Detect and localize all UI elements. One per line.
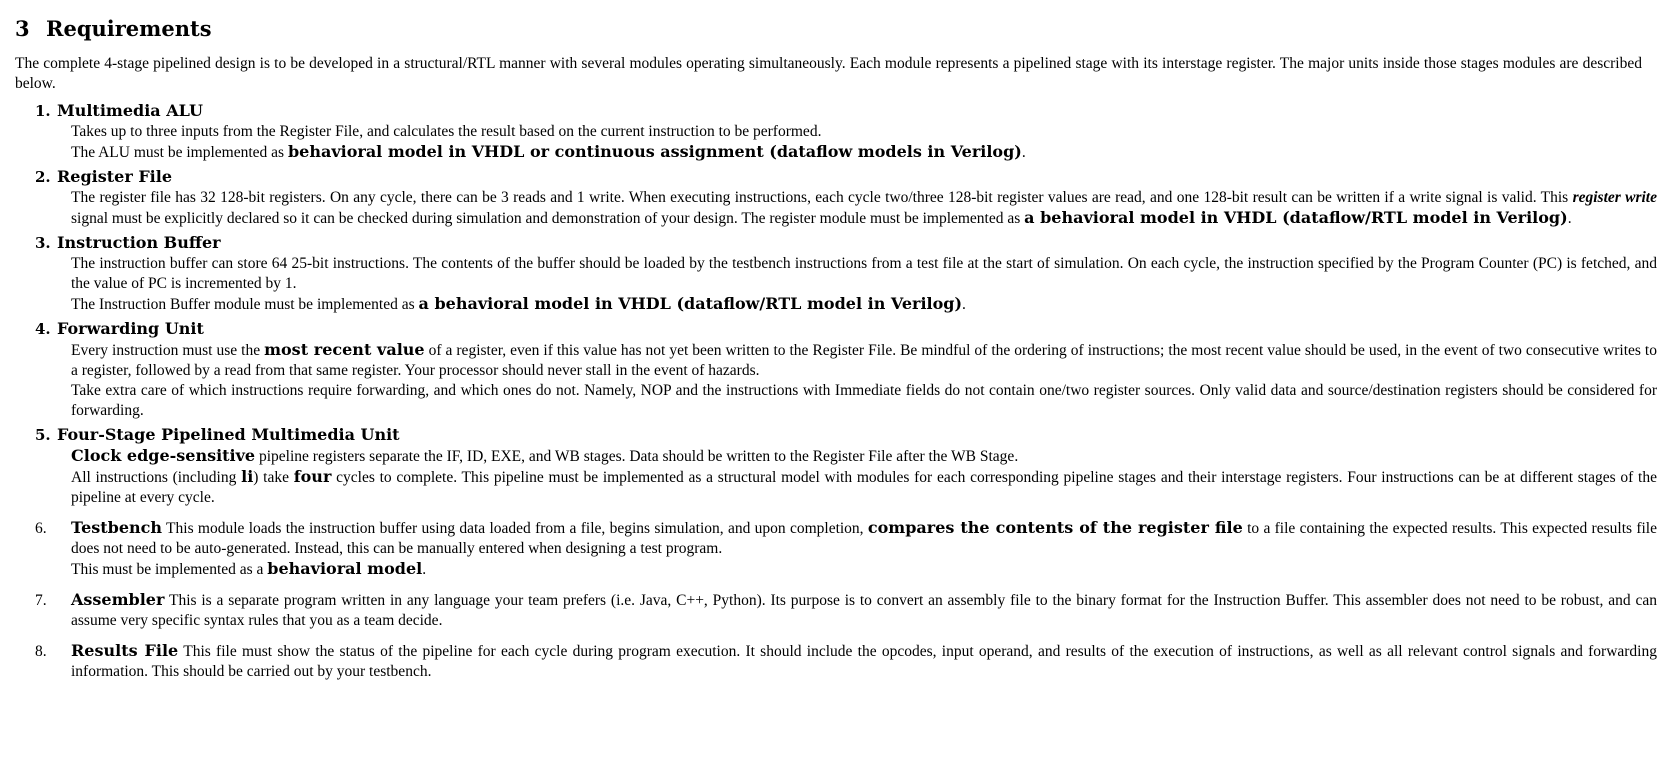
text-span: The register file has 32 128-bit registers. On any cycle, there can be 3 reads and 1 write. When executing instructions, each cycle two/three 128-bit register values are read, and one 128-bit result can be written if a write signal is valid. This	[71, 189, 1573, 206]
bold-text: Clock edge-sensitive	[71, 446, 256, 465]
section-title: Requirements	[46, 16, 212, 41]
item-text	[71, 518, 1657, 559]
text-span: The ALU must be implemented as	[71, 144, 288, 161]
section-heading	[15, 16, 1657, 42]
text-span: This is a separate program written in any language your team prefers (i.e. Java, C++, Python). Its purpose is to convert an assembly file to the binary format for the Instruction Buffer. This assembler does not need to be robust, and can assume very specific syntax rules that you as a team decide.	[71, 592, 1657, 629]
item-text	[71, 467, 1657, 508]
bold-text: a behavioral model in VHDL (dataflow/RTL model in Verilog)	[418, 294, 963, 313]
text-span: The Instruction Buffer module must be implemented as	[71, 296, 419, 313]
item-number: 3.	[35, 234, 51, 252]
item-title: Testbench	[71, 518, 163, 537]
text-span: .	[1567, 210, 1572, 227]
item-number: 7.	[35, 592, 47, 609]
item-text	[71, 142, 1657, 163]
text-span: signal must be explicitly declared so it can be checked during simulation and demonstration of your design. The register module must be implemented as	[71, 210, 1025, 227]
item-title: Instruction Buffer	[57, 233, 221, 252]
item-title: Multimedia ALU	[57, 101, 203, 120]
bold-text: behavioral model	[267, 559, 423, 578]
item-text	[71, 340, 1657, 381]
list-item-register-file	[15, 166, 1657, 229]
bold-text: behavioral model in VHDL or continuous assignment (dataflow models in Verilog)	[287, 142, 1022, 161]
item-text: The instruction buffer can store 64 25-bit instructions. The contents of the buffer should be loaded by the testbench instructions from a test file at the start of simulation. On each cycle, the instruction specified by the Program Counter (PC) is fetched, and the value of PC is incremented by 1.	[71, 255, 1657, 292]
text-span: of a register, even if this value has not yet been written to the Register File. Be mindful of the ordering of instructions; the most recent value should be used, in the event of two consecutive writes to a register, followed by a read from that same register. Your processor should never stall in the event of hazards.	[71, 342, 1657, 379]
item-title: Four-Stage Pipelined Multimedia Unit	[57, 425, 400, 444]
item-title: Register File	[57, 167, 173, 186]
requirements-list	[15, 100, 1657, 682]
item-number: 4.	[35, 320, 51, 338]
list-item-forwarding-unit	[15, 318, 1657, 421]
bold-italic-text: register write	[1572, 189, 1657, 206]
text-span: ) take	[253, 469, 294, 486]
bold-text: a behavioral model in VHDL (dataflow/RTL model in Verilog)	[1024, 208, 1568, 227]
item-text	[71, 188, 1657, 229]
text-span: to a file containing the expected results. This expected results file does not need to be auto-generated. Instead, this can be manually entered when designing a test program.	[71, 520, 1657, 557]
item-text	[71, 590, 1657, 631]
item-text: Takes up to three inputs from the Register File, and calculates the result based on the current instruction to be performed.	[71, 123, 822, 140]
list-item-assembler	[15, 590, 1657, 631]
text-span: All instructions (including	[71, 469, 242, 486]
text-span: .	[1021, 144, 1026, 161]
item-text	[71, 446, 1657, 467]
section-intro: The complete 4-stage pipelined design is to be developed in a structural/RTL manner with several modules operating simultaneously. Each module represents a pipelined stage with its interstage register. The major units inside those stages modules are described below.	[15, 55, 1642, 92]
item-number: 1.	[35, 102, 51, 120]
list-item-pipelined-unit	[15, 424, 1657, 508]
text-span: Every instruction must use the	[71, 342, 265, 359]
item-text	[71, 294, 1657, 315]
item-title: Forwarding Unit	[57, 319, 204, 338]
item-title: Results File	[71, 641, 179, 660]
text-span: This module loads the instruction buffer using data loaded from a file, begins simulation, and upon completion,	[162, 520, 868, 537]
item-number: 6.	[35, 520, 47, 537]
bold-text: four	[293, 467, 332, 486]
item-number: 5.	[35, 426, 51, 444]
list-item-testbench	[15, 518, 1657, 580]
item-text: Take extra care of which instructions require forwarding, and which ones do not. Namely, NOP and the instructions with Immediate fields do not contain one/two register sources. Only valid data and source/destination registers should be considered for forwarding.	[71, 382, 1657, 419]
section-number: 3	[15, 16, 30, 41]
item-title: Assembler	[71, 590, 165, 609]
list-item-instruction-buffer	[15, 232, 1657, 315]
list-item-results-file	[15, 641, 1657, 682]
item-number: 2.	[35, 168, 51, 186]
bold-text: most recent value	[264, 340, 425, 359]
item-number: 8.	[35, 643, 47, 660]
text-span: pipeline registers separate the IF, ID, EXE, and WB stages. Data should be written to the Register File after the WB Stage.	[255, 448, 1019, 465]
text-span: This file must show the status of the pipeline for each cycle during program execution. It should include the opcodes, input operand, and results of the execution of instructions, as well as all relevant control signals and forwarding information. This should be carried out by your testbench.	[71, 643, 1657, 680]
list-item-multimedia-alu	[15, 100, 1657, 163]
text-span: This must be implemented as a	[71, 561, 268, 578]
text-span: cycles to complete. This pipeline must be implemented as a structural model with modules for each corresponding pipeline stages and their interstage registers. Four instructions can be at different stages of the pipeline at every cycle.	[71, 469, 1657, 506]
item-text	[71, 559, 1657, 580]
item-text	[71, 641, 1657, 682]
bold-text: li	[241, 467, 254, 486]
text-span: .	[962, 296, 966, 313]
bold-text: compares the contents of the register file	[867, 518, 1243, 537]
text-span: .	[422, 561, 427, 578]
